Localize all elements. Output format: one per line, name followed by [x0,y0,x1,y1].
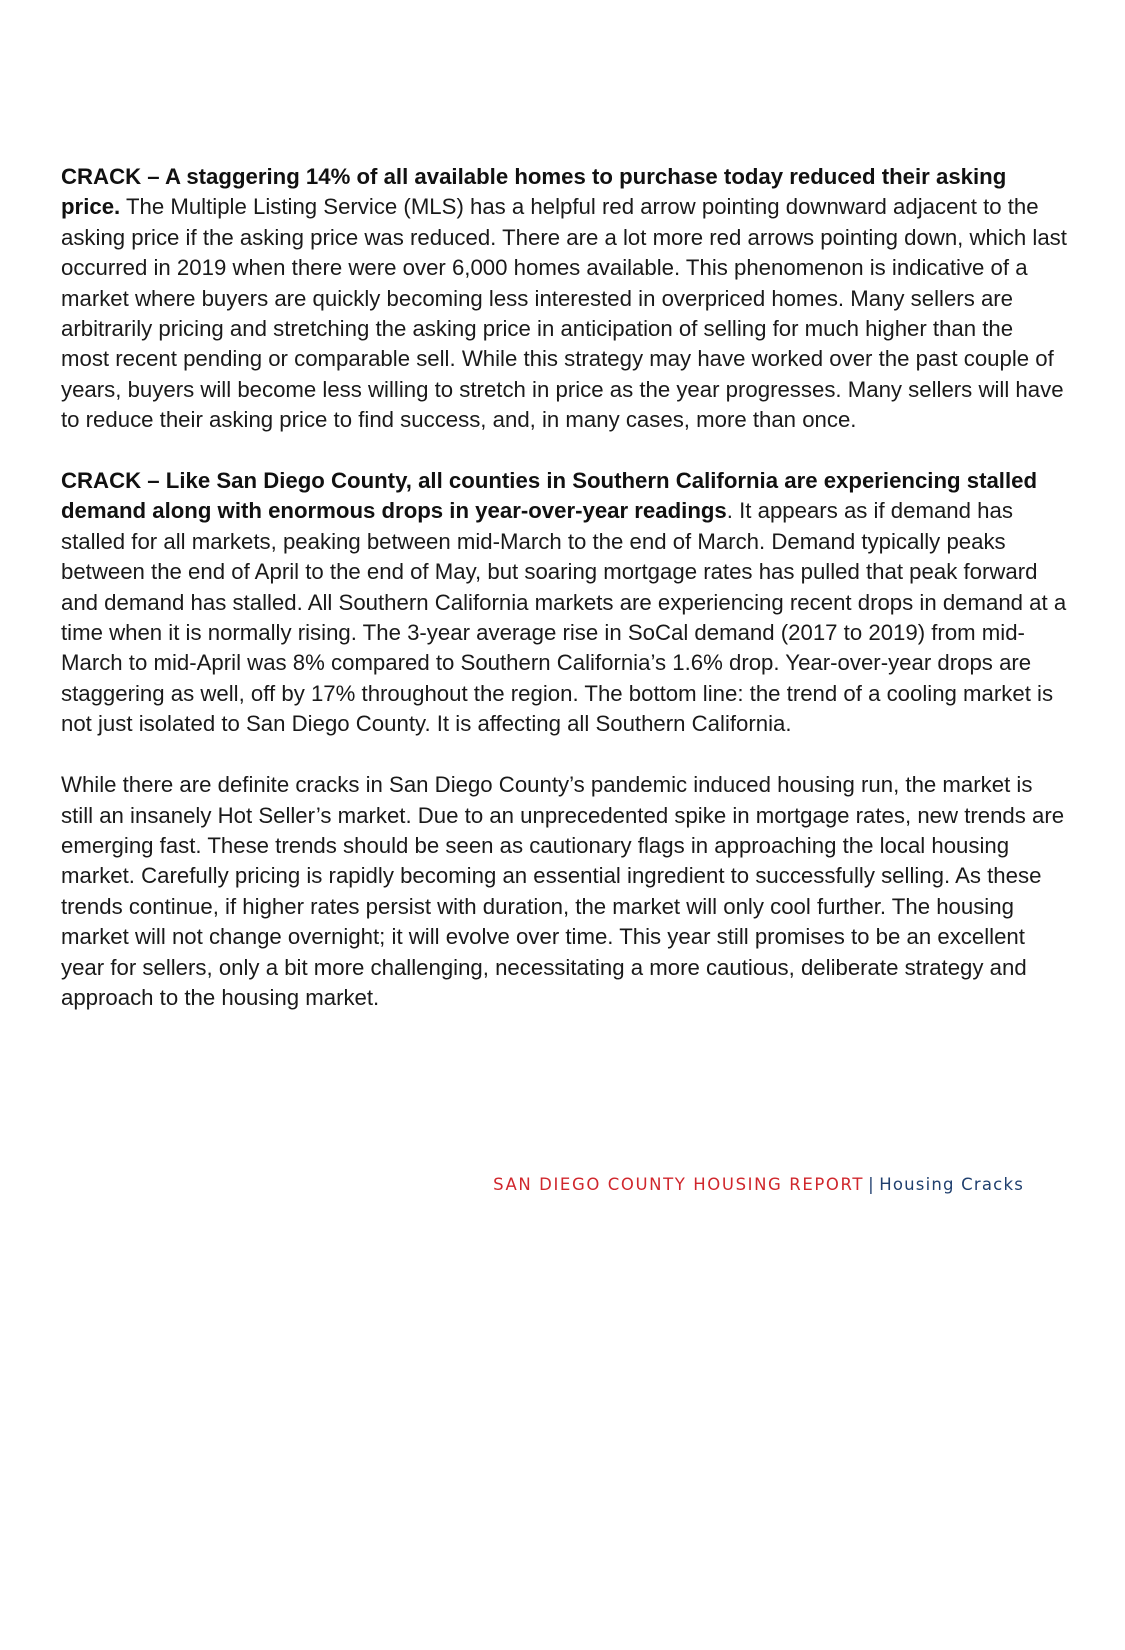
paragraph-text: The Multiple Listing Service (MLS) has a helpful red arrow pointing downward adjacent to the asking price if the asking price was reduced. There are a lot more red arrows pointing down, which last occurred in 2019 when there were over 6,000 homes available. This phenomenon is indicative of a market where buyers are quickly becoming less interested in overpriced homes. Many sellers are arbitrarily pricing and stretching the asking price in anticipation of selling for much higher than the most recent pending or comparable sell. While this strategy may have worked over the past couple of years, buyers will become less willing to stretch in price as the year progresses. Many sellers will have to reduce their asking price to find success, and, in many cases, more than once. [61,194,1067,433]
paragraph-crack-price-reductions [61,162,1067,436]
article-body [61,162,1067,1044]
paragraph-heading: CRACK – A staggering 14% of all available homes to purchase today reduced their asking price. [61,164,1007,220]
report-name: SAN DIEGO COUNTY HOUSING REPORT [493,1175,865,1194]
paragraph-text: . It appears as if demand has stalled for all markets, peaking between mid-March to the end of March. Demand typically peaks between the end of April to the end of May, but soaring mortgage rates has pulled that peak forward and demand has stalled. All Southern California markets are experiencing recent drops in demand at a time when it is normally rising. The 3-year average rise in SoCal demand (2017 to 2019) from mid-March to mid-April was 8% compared to Southern California’s 1.6% drop. Year-over-year drops are staggering as well, off by 17% throughout the region. The bottom line: the trend of a cooling market is not just isolated to San Diego County. It is affecting all Southern California. [61,498,1067,737]
report-footer [300,1175,1024,1194]
paragraph-conclusion [61,770,1067,1013]
paragraph-heading: CRACK – Like San Diego County, all counties in Southern California are experiencing stalled demand along with enormous drops in year-over-year readings [61,468,1038,524]
section-name: Housing Cracks [879,1175,1024,1194]
paragraph-text: While there are definite cracks in San Diego County’s pandemic induced housing run, the market is still an insanely Hot Seller’s market. Due to an unprecedented spike in mortgage rates, new trends are emerging fast. These trends should be seen as cautionary flags in approaching the local housing market. Carefully pricing is rapidly becoming an essential ingredient to successfully selling. As these trends continue, if higher rates persist with duration, the market will only cool further. The housing market will not change overnight; it will evolve over time. This year still promises to be an excellent year for sellers, only a bit more challenging, necessitating a more cautious, deliberate strategy and approach to the housing market. [61,772,1065,1010]
paragraph-crack-socal-demand [61,466,1067,740]
footer-separator: | [868,1175,876,1194]
